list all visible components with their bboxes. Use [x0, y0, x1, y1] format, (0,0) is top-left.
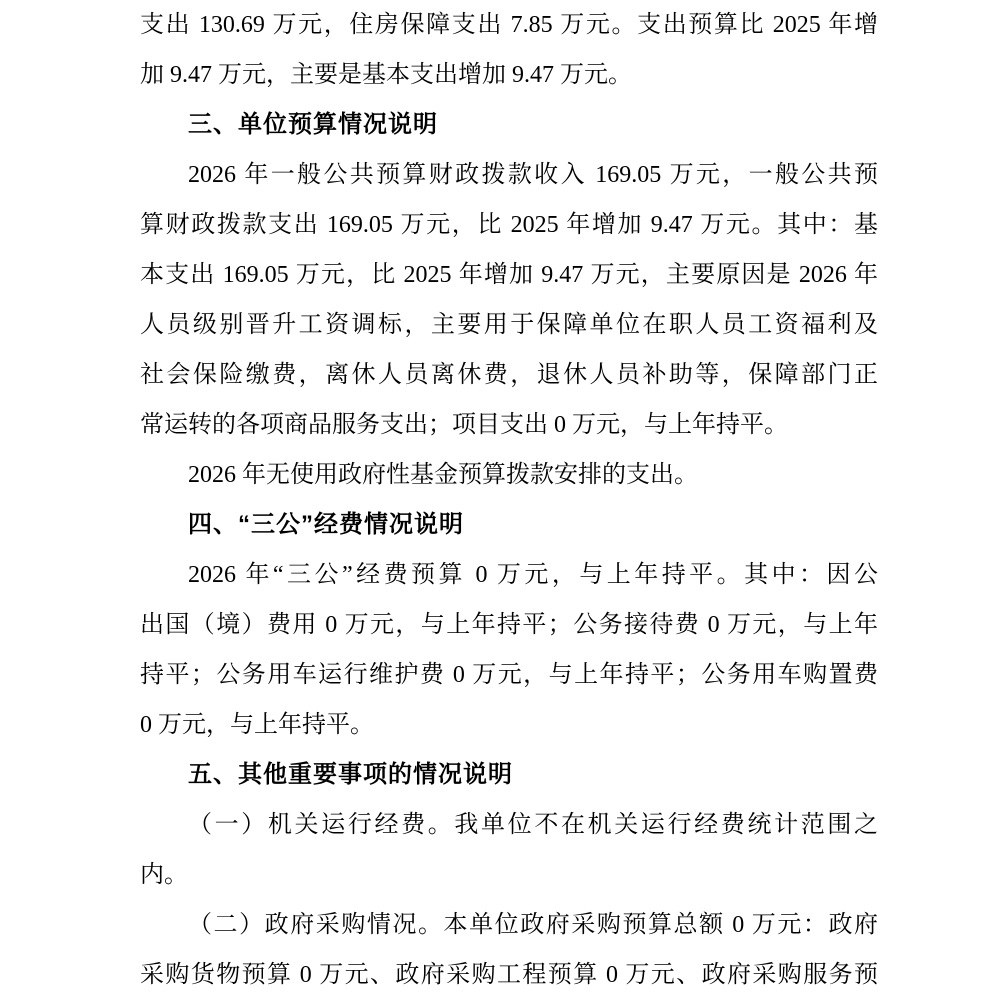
section-heading: 四、“三公”经费情况说明: [188, 511, 464, 538]
body-line: 持平；公务用车运行维护费 0 万元，与上年持平；公务用车购置费: [140, 662, 878, 688]
body-line: （一）机关运行经费。我单位不在机关运行经费统计范围之: [188, 812, 878, 838]
body-line: 本支出 169.05 万元，比 2025 年增加 9.47 万元，主要原因是 2026 年: [140, 262, 878, 288]
section-heading: 五、其他重要事项的情况说明: [188, 761, 513, 788]
section-heading: 三、单位预算情况说明: [188, 111, 438, 138]
body-line: 人员级别晋升工资调标，主要用于保障单位在职人员工资福利及: [140, 312, 878, 338]
body-line: 内。: [140, 862, 188, 888]
body-line: （二）政府采购情况。本单位政府采购预算总额 0 万元：政府: [188, 912, 878, 938]
body-line: 加 9.47 万元，主要是基本支出增加 9.47 万元。: [140, 62, 632, 88]
body-line: 2026 年“三公”经费预算 0 万元，与上年持平。其中：因公: [188, 562, 878, 588]
body-line: 出国（境）费用 0 万元，与上年持平；公务接待费 0 万元，与上年: [140, 612, 878, 638]
body-line: 2026 年一般公共预算财政拨款收入 169.05 万元，一般公共预: [188, 162, 878, 188]
document-content: [140, 0, 878, 1000]
body-line: 算财政拨款支出 169.05 万元，比 2025 年增加 9.47 万元。其中：基: [140, 212, 878, 238]
body-line: 0 万元，与上年持平。: [140, 712, 374, 738]
body-line: 支出 130.69 万元，住房保障支出 7.85 万元。支出预算比 2025 年增: [140, 12, 878, 38]
body-line: 2026 年无使用政府性基金预算拨款安排的支出。: [188, 462, 698, 488]
body-line: 社会保险缴费，离休人员离休费，退休人员补助等，保障部门正: [140, 362, 878, 388]
body-line: 采购货物预算 0 万元、政府采购工程预算 0 万元、政府采购服务预: [140, 962, 878, 988]
body-line: 常运转的各项商品服务支出；项目支出 0 万元，与上年持平。: [140, 412, 788, 438]
